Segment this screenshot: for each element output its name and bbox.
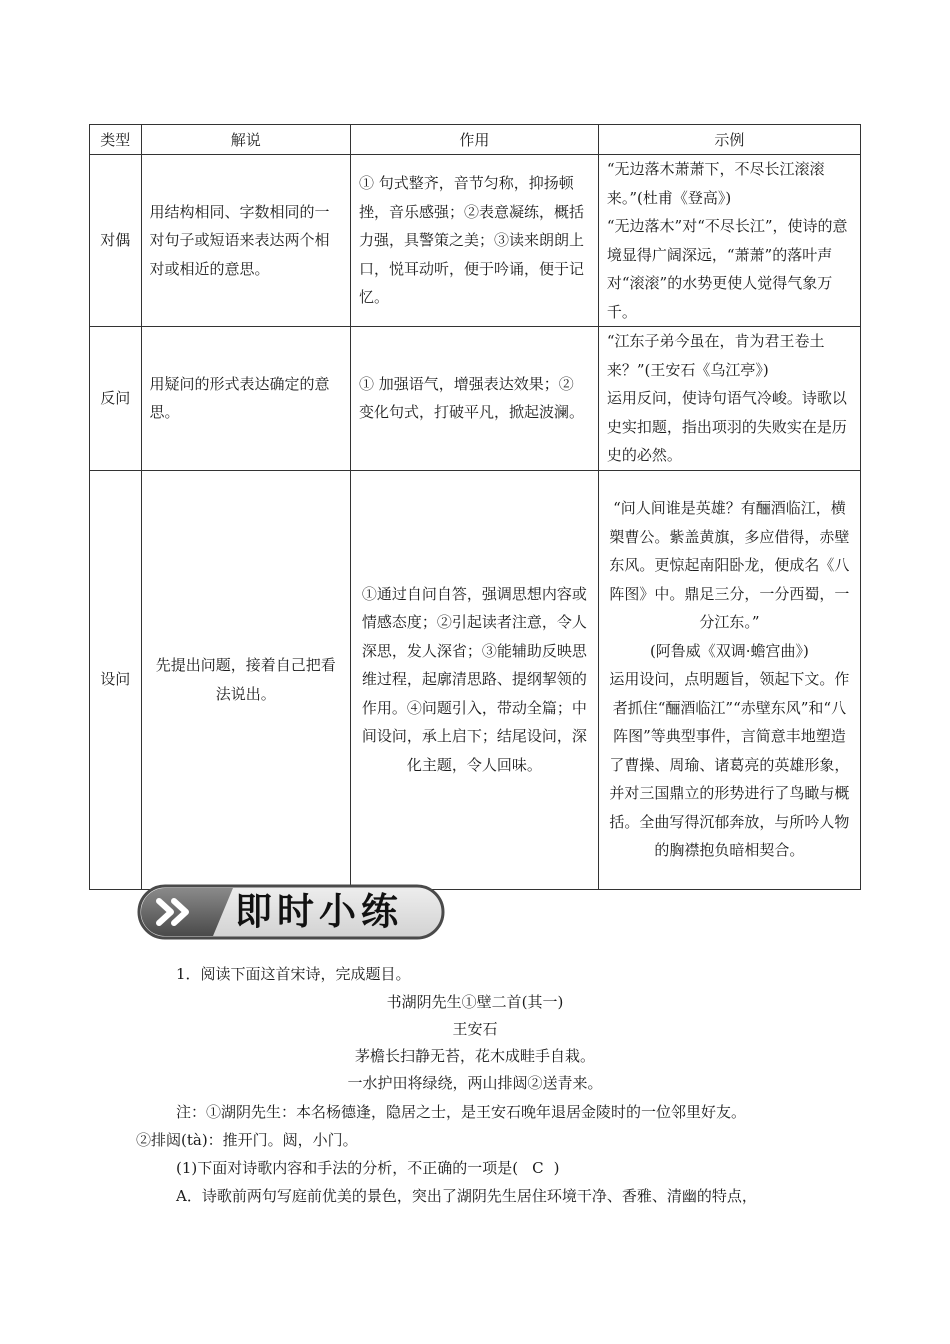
header-explanation: 解说	[141, 125, 350, 155]
cell-type: 反问	[90, 327, 142, 471]
rhetoric-table	[89, 124, 861, 890]
cell-function: ①通过自问自答，强调思想内容或情感态度；②引起读者注意，令人深思，发人深省；③能辅助反映思维过程，起廓清思路、提纲挈领的作用。④问题引入，带动全篇；中间设问，承上启下；结尾设问，深化主题，令人回味。	[351, 470, 599, 889]
question-text: (1)下面对诗歌内容和手法的分析，不正确的一项是(	[176, 1159, 519, 1177]
section-banner	[137, 883, 445, 941]
question-close: )	[553, 1159, 560, 1177]
poem-title: 书湖阴先生①壁二首(其一)	[386, 993, 564, 1011]
example-paragraph: “无边落木萧萧下，不尽长江滚滚来。”(杜甫《登高》)	[606, 160, 825, 207]
cell-function: ① 加强语气，增强表达效果；② 变化句式，打破平凡，掀起波澜。	[351, 327, 599, 471]
table-row	[90, 327, 861, 471]
cell-explanation: 用疑问的形式表达确定的意思。	[141, 327, 350, 471]
option-a: A．诗歌前两句写庭前优美的景色，突出了湖阴先生居住环境干净、香雅、清幽的特点，	[176, 1187, 757, 1205]
example-paragraph: “无边落木”对“不尽长江”，使诗的意境显得广阔深远，“萧萧”的落叶声对“滚滚”的水势更使人觉得气象万千。	[606, 217, 848, 321]
note-text: 注：①湖阴先生：本名杨德逢，隐居之士，是王安石晚年退居金陵时的一位邻里好友。	[176, 1103, 747, 1121]
question	[176, 1157, 559, 1178]
header-example: 示例	[598, 125, 860, 155]
header-type: 类型	[90, 125, 142, 155]
cell-function: ① 句式整齐，音节匀称，抑扬顿挫，音乐感强；②表意凝练，概括力强，具警策之美；③读来朗朗上口，悦耳动听，便于吟诵，便于记忆。	[351, 155, 599, 327]
cell-type: 对偶	[90, 155, 142, 327]
cell-example	[598, 155, 860, 327]
section-title: 即时小练	[235, 890, 403, 933]
cell-example	[598, 327, 860, 471]
cell-explanation: 用结构相同、字数相同的一对句子或短语来表达两个相对或相近的意思。	[141, 155, 350, 327]
exercise-intro: 1．阅读下面这首宋诗，完成题目。	[176, 965, 411, 983]
cell-type: 设问	[90, 470, 142, 889]
poem-line: 一水护田将绿绕，两山排闼②送青来。	[347, 1074, 603, 1092]
poem-author: 王安石	[452, 1020, 498, 1038]
header-function: 作用	[351, 125, 599, 155]
example-paragraph: “问人间谁是英雄？有酾酒临江，横槊曹公。紫盖黄旗，多应借得，赤壁东风。更惊起南阳卧龙，便成名《八阵图》中。鼎足三分，一分西蜀，一分江东。”	[609, 499, 850, 632]
table-header-row	[90, 125, 861, 155]
example-paragraph: 运用反问，使诗句语气冷峻。诗歌以史实扣题，指出项羽的失败实在是历史的必然。	[606, 389, 847, 464]
cell-explanation: 先提出问题，接着自己把看法说出。	[141, 470, 350, 889]
note-text: ②排闼(tà)：推开门。闼，小门。	[136, 1131, 358, 1149]
table-row	[90, 155, 861, 327]
cell-example	[598, 470, 860, 889]
table-row	[90, 470, 861, 889]
example-paragraph: 运用设问，点明题旨，领起下文。作者抓住“酾酒临江”“赤壁东风”和“八阵图”等典型事件，言简意丰地塑造了曹操、周瑜、诸葛亮的英雄形象，并对三国鼎立的形势进行了鸟瞰与概括。全曲写得沉郁奔放，与所吟人物的胸襟抱负暗相契合。	[609, 670, 850, 860]
example-source: (阿鲁威《双调·蟾宫曲》)	[649, 641, 809, 660]
answer-letter: C	[532, 1159, 544, 1177]
poem-line: 茅檐长扫静无苔，花木成畦手自栽。	[354, 1047, 595, 1065]
example-paragraph: “江东子弟今虽在，肯为君王卷土来？”(王安石《乌江亭》)	[606, 332, 825, 379]
double-chevron-icon	[147, 883, 207, 941]
